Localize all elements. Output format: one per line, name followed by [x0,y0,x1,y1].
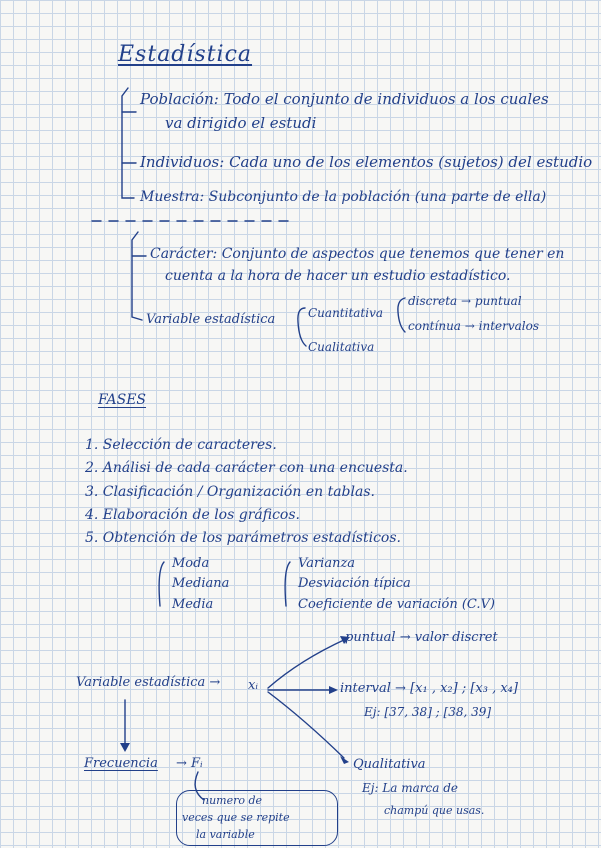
def-poblacion-line1: Población: Todo el conjunto de individuos a los cuales [140,90,549,108]
bubble-line2: veces que se repite [182,811,290,824]
def-caracter-line2: cuenta a la hora de hacer un estudio estadístico. [165,268,511,284]
param-coeficiente: Coeficiente de variación (C.V) [298,597,495,612]
fase-item: 2. Análisi de cada carácter con una encuesta. [85,460,408,476]
param-media: Media [172,597,214,612]
def-muestra: Muestra: Subconjunto de la población (una parte de ella) [140,189,547,205]
fases-heading: FASES [98,392,147,408]
fase-item: 1. Selección de caracteres. [85,437,277,453]
def-caracter-line1: Carácter: Conjunto de aspectos que tenemos que tener en [150,246,565,262]
variable-discreta: discreta → puntual [408,294,522,308]
diagram-variable: Variable estadística → [76,675,221,690]
page-title: Estadística [118,42,253,67]
diagram-qualitativa: Qualitativa [353,757,426,772]
param-desviacion: Desviación típica [298,576,411,591]
variable-cualitativa: Cualitativa [308,340,375,354]
bubble-line3: la variable [196,828,255,841]
variable-continua: contínua → intervalos [408,319,540,333]
fase-item: 5. Obtención de los parámetros estadísticos. [85,530,401,546]
def-poblacion-line2: va dirigido el estudi [165,114,317,132]
diagram-interval-example: Ej: [37, 38] ; [38, 39] [364,705,492,719]
fase-item: 4. Elaboración de los gráficos. [85,507,300,523]
variable-cuantitativa: Cuantitativa [308,306,384,320]
param-moda: Moda [172,556,210,571]
diagram-fi: → Fᵢ [176,756,203,771]
variable-label: Variable estadística [146,312,276,327]
diagram-qualitativa-example-1: Ej: La marca de [362,781,459,795]
diagram-frecuencia: Frecuencia [84,756,158,771]
param-mediana: Mediana [172,576,230,591]
def-individuos: Individuos: Cada uno de los elementos (sujetos) del estudio [140,153,593,171]
diagram-interval: interval → [x₁ , x₂] ; [x₃ , x₄] [340,681,518,696]
diagram-qualitativa-example-2: champú que usas. [384,804,485,817]
bubble-line1: numero de [202,794,263,807]
diagram-puntual: puntual → valor discret [345,630,498,645]
diagram-xi: xᵢ [248,678,258,693]
fase-item: 3. Clasificación / Organización en tablas. [85,484,375,500]
param-varianza: Varianza [298,556,356,571]
